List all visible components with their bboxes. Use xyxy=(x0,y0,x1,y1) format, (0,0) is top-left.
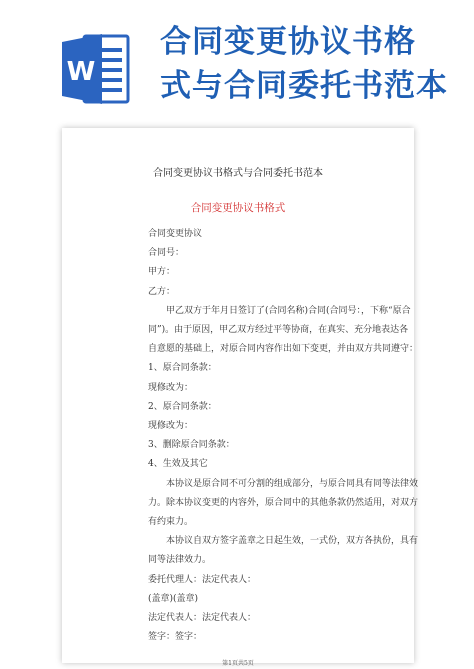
text-line: 3、删除原合同条款： xyxy=(148,440,235,451)
document-title: 合同变更协议书格式与合同委托书范本 xyxy=(153,168,323,179)
text-line: 法定代表人：法定代表人： xyxy=(148,613,257,623)
text-line: 4、生效及其它 xyxy=(148,459,208,470)
text-line: 甲乙双方于年月日签订了(合同名称)合同(合同号：，下称“原合 xyxy=(166,305,411,316)
text-line: 现修改为： xyxy=(148,382,194,393)
headline-line-1: 合同变更协议书格 xyxy=(160,24,416,60)
text-line: 委托代理人：法定代表人： xyxy=(148,574,257,585)
document-page xyxy=(62,128,419,668)
text-line: 签字：签字： xyxy=(148,632,203,643)
headline xyxy=(160,20,460,108)
text-line: 现修改为： xyxy=(148,421,194,431)
text-line: 自意愿的基础上，对原合同内容作出如下变更，并由双方共同遵守： xyxy=(148,344,419,355)
text-line: 合同号： xyxy=(148,248,185,259)
section-title: 合同变更协议书格式 xyxy=(190,202,286,214)
headline-line-2: 式与合同委托书范本 xyxy=(160,68,448,104)
svg-text:W: W xyxy=(66,57,96,87)
text-line: 本协议自双方签字盖章之日起生效，一式份，双方各执份，具有 xyxy=(166,536,419,547)
text-line: 2、原合同条款： xyxy=(148,401,217,412)
text-line: 合同变更协议 xyxy=(148,229,203,239)
banner xyxy=(0,0,474,128)
text-line: 有约束力。 xyxy=(148,517,194,527)
text-line: 同等法律效力。 xyxy=(148,555,212,566)
text-line: 同”)。由于原因，甲乙双方经过平等协商，在真实、充分地表达各 xyxy=(148,325,409,335)
text-line: 本协议是原合同不可分割的组成部分，与原合同具有同等法律效 xyxy=(166,478,419,489)
text-line: 甲方： xyxy=(148,267,176,278)
text-line: 乙方： xyxy=(148,286,176,297)
text-line: 力。除本协议变更的内容外，原合同中的其他条款仍然适用，对双方 xyxy=(148,497,419,508)
text-line: (盖章)(盖章) xyxy=(148,593,199,604)
page-footer: 第1页共5页 xyxy=(222,660,254,668)
text-line: 1、原合同条款： xyxy=(148,363,217,374)
word-document-icon xyxy=(62,30,132,108)
